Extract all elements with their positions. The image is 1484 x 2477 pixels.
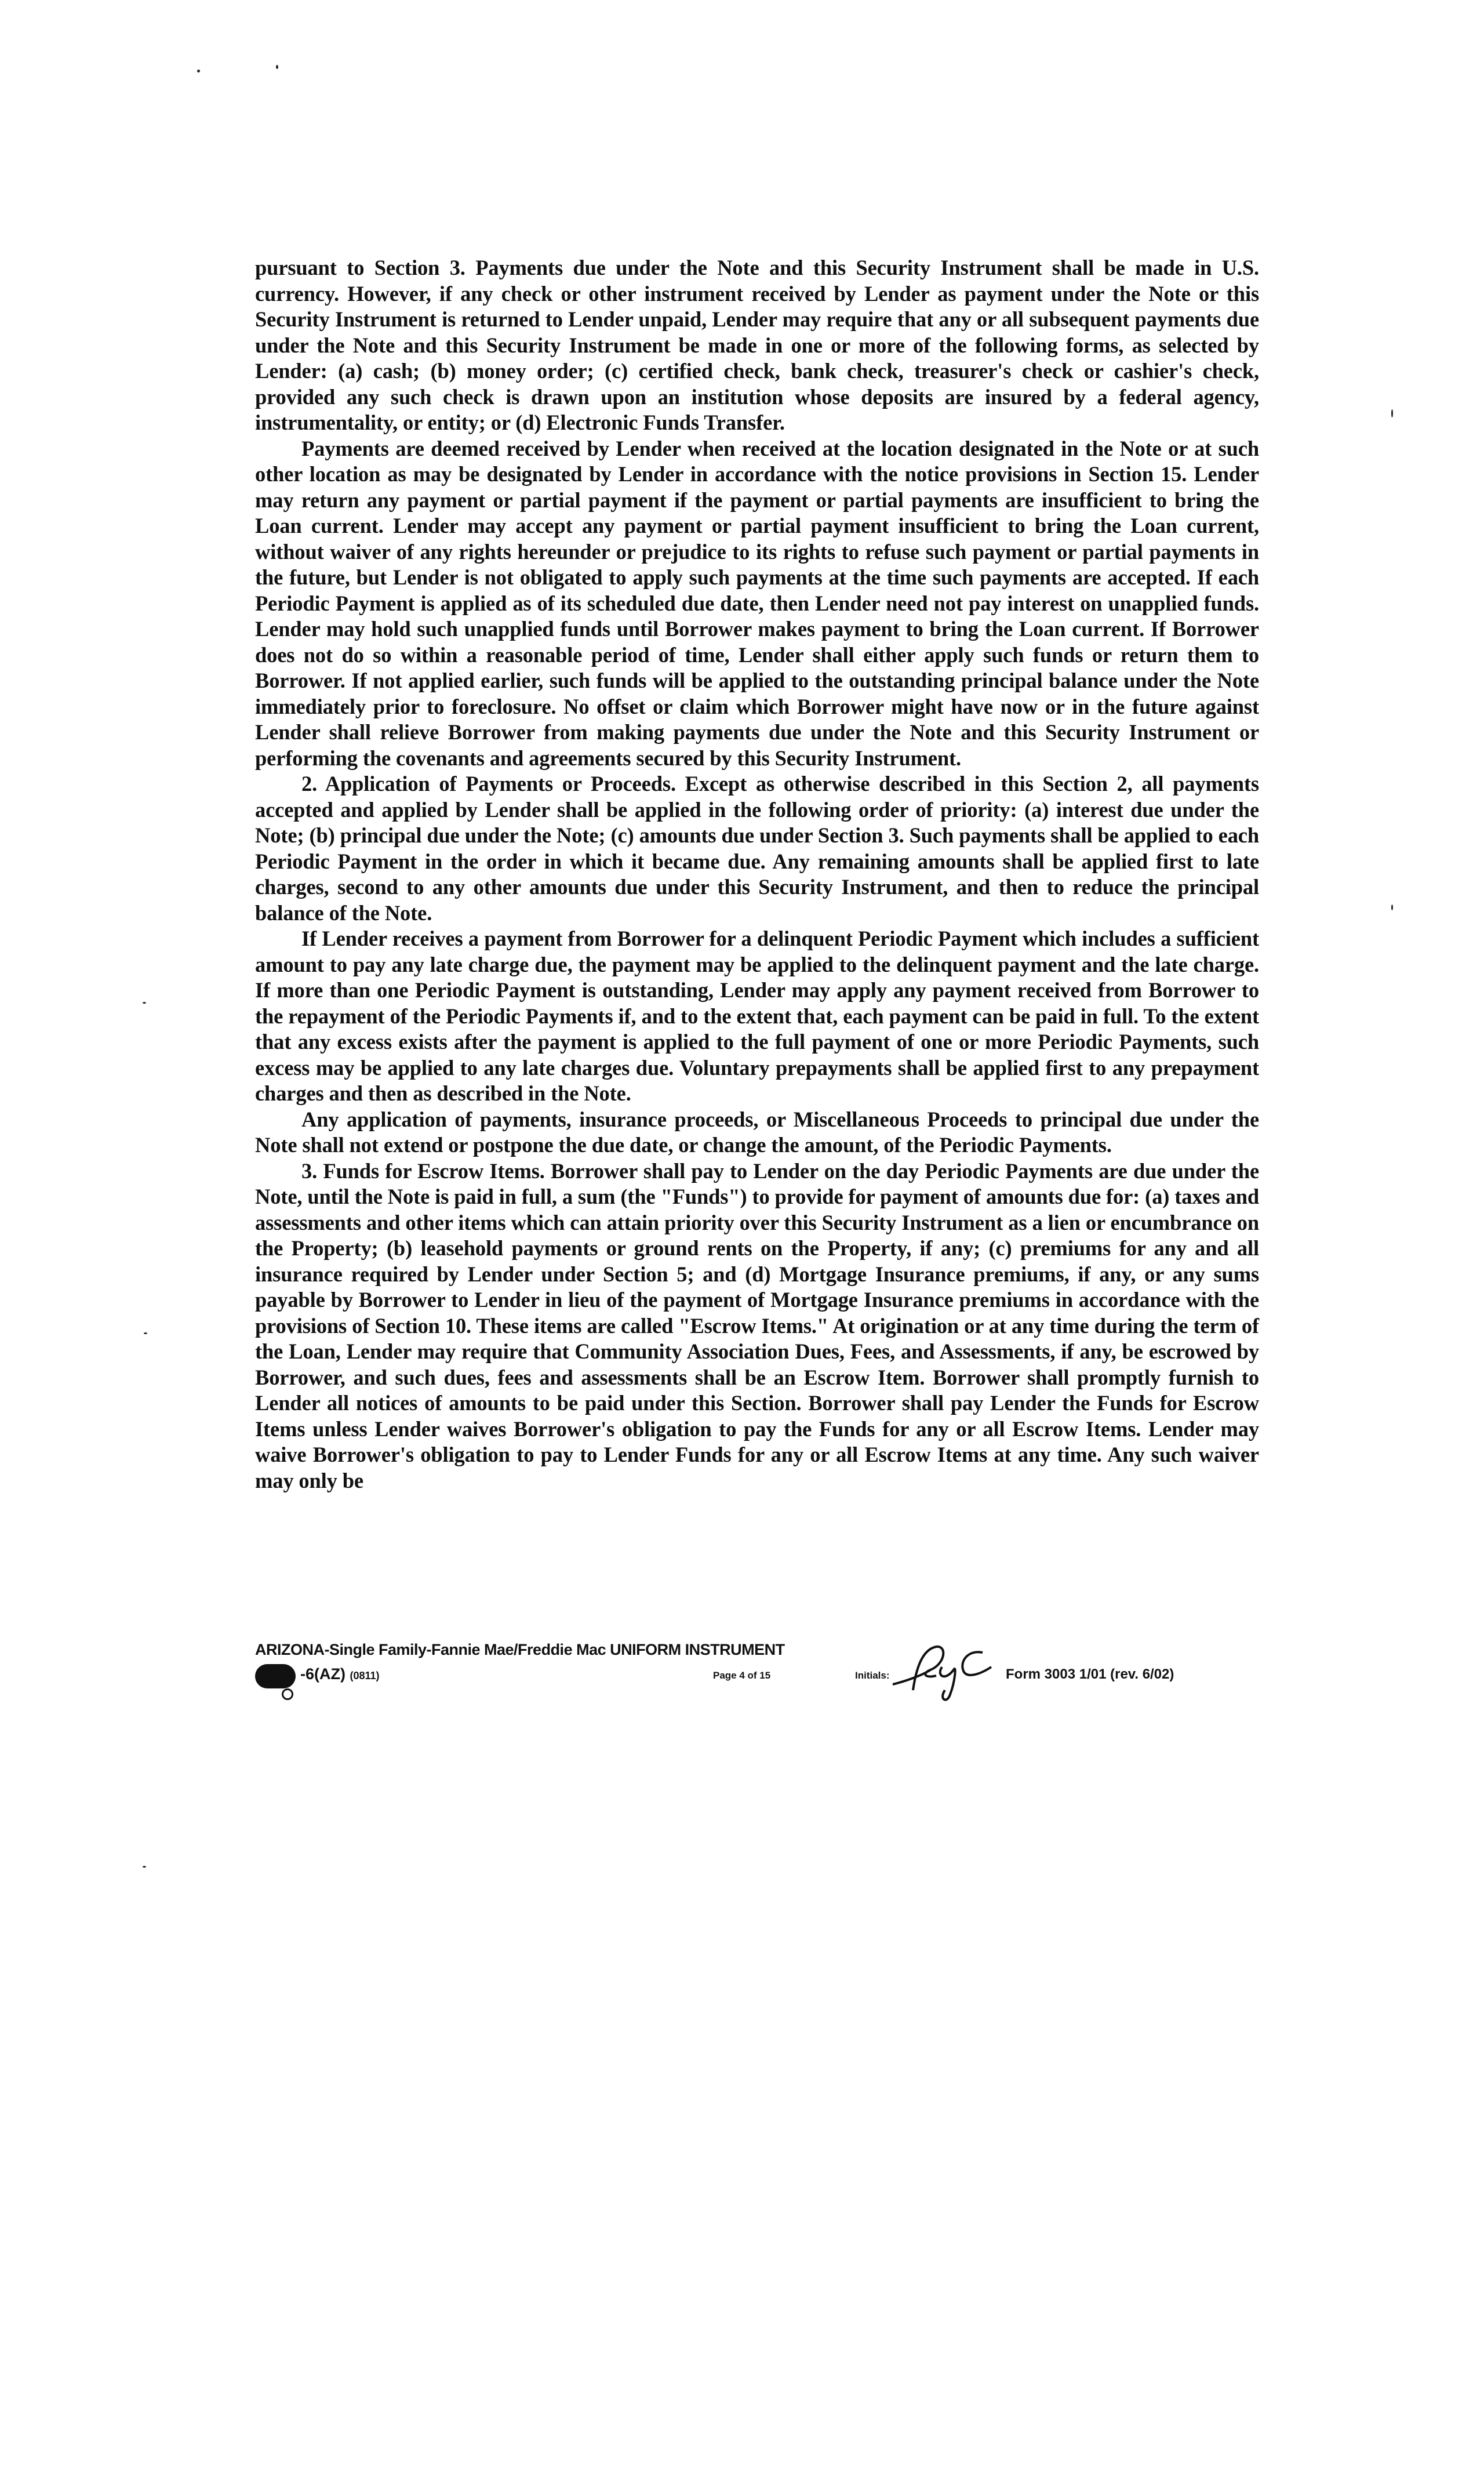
form-footer — [255, 1641, 1304, 1710]
paragraph-section-2 — [255, 771, 1259, 926]
form-number: Form 3003 1/01 (rev. 6/02) — [1006, 1666, 1174, 1682]
paragraph-text: Any application of payments, insurance proceeds, or Miscellaneous Proceeds to principal due under the Note shall not extend or postpone the due date, or change the amount, of the Periodic Payments. — [255, 1107, 1259, 1157]
paragraph-section-3 — [255, 1158, 1259, 1494]
scan-speck — [197, 70, 200, 72]
initials-signature — [881, 1635, 997, 1705]
vmp-logo-icon — [255, 1664, 296, 1688]
scan-speck — [144, 1332, 147, 1334]
page-number: Page 4 of 15 — [713, 1670, 771, 1681]
scan-speck — [276, 65, 278, 69]
registered-mark-icon — [282, 1688, 293, 1700]
initials-label: Initials: — [855, 1670, 890, 1681]
paragraph-text: Payments are deemed received by Lender when received at the location designated in the Note or at such other location as may be designated by Lender in accordance with the notice provisions in Section 15. Lender may return any payment or partial payment if the payment or partial payments are insufficient to bring the Loan current. Lender may accept any payment or partial payment insufficient to bring the Loan current, without waiver of any rights hereunder or prejudice to its rights to refuse such payment or partial payments in the future, but Lender is not obligated to apply such payments at the time such payments are accepted. If each Periodic Payment is applied as of its scheduled due date, then Lender need not pay interest on unapplied funds. Lender may hold such unapplied funds until Borrower makes payment to bring the Loan current. If Borrower does not do so within a reasonable period of time, Lender shall either apply such funds or return them to Borrower. If not applied earlier, such funds will be applied to the outstanding principal balance under the Note immediately prior to foreclosure. No offset or claim which Borrower might have now or in the future against Lender shall relieve Borrower from making payments due under the Note and this Security Instrument or performing the covenants and agreements secured by this Security Instrument. — [255, 436, 1259, 770]
document-body — [255, 255, 1259, 1494]
scan-speck — [143, 1866, 146, 1868]
paragraph-application-of-payments — [255, 1107, 1259, 1158]
paragraph-payments-received — [255, 436, 1259, 772]
scan-speck — [143, 1002, 146, 1004]
paragraph-payments-currency — [255, 255, 1259, 436]
paragraph-text: Borrower shall pay to Lender on the day Periodic Payments are due under the Note, until the Note is paid in full, a sum (the "Funds") to provide for payment of amounts due for: (a) taxes and assessments and other items which can attain priority over this Security Instrument as a lien or encumbrance on the Property; (b) leasehold payments or ground rents on the Property, if any; (c) premiums for any and all insurance required by Lender under Section 5; and (d) Mortgage Insurance premiums, if any, or any sums payable by Borrower to Lender in lieu of the payment of Mortgage Insurance premiums in accordance with the provisions of Section 10. These items are called "Escrow Items." At origination or at any time during the term of the Loan, Lender may require that Community Association Dues, Fees, and Assessments, if any, be escrowed by Borrower, and such dues, fees and assessments shall be an Escrow Item. Borrower shall promptly furnish to Lender all notices of amounts to be paid under this Section. Borrower shall pay Lender the Funds for Escrow Items unless Lender waives Borrower's obligation to pay the Funds for any or all Escrow Items. Lender may waive Borrower's obligation to pay to Lender Funds for any or all Escrow Items at any time. Any such waiver may only be — [255, 1158, 1260, 1492]
scan-speck — [1391, 409, 1393, 417]
paragraph-text: If Lender receives a payment from Borrower for a delinquent Periodic Payment which includes a sufficient amount to pay any late charge due, the payment may be applied to the delinquent payment and the late charge. If more than one Periodic Payment is outstanding, Lender may apply any payment received from Borrower to the repayment of the Periodic Payments if, and to the extent that, each payment can be paid in full. To the extent that any excess exists after the payment is applied to the full payment of one or more Periodic Payments, such excess may be applied to any late charges due. Voluntary prepayments shall be applied first to any prepayment charges and then as described in the Note. — [255, 927, 1259, 1105]
paragraph-delinquent-payment — [255, 926, 1259, 1107]
form-code — [300, 1665, 380, 1683]
form-title: ARIZONA-Single Family-Fannie Mae/Freddie Mac UNIFORM INSTRUMENT — [255, 1641, 785, 1658]
form-code-text: -6(AZ) — [300, 1665, 345, 1683]
section-heading: 2. Application of Payments or Proceeds. — [301, 772, 676, 796]
section-heading: 3. Funds for Escrow Items. — [301, 1158, 545, 1183]
paragraph-text: Except as otherwise described in this Section 2, all payments accepted and applied by Lender shall be applied in the following order of priority: (a) interest due under the Note; (b) principal due under the Note; (c) amounts due under Section 3. Such payments shall be applied to each Periodic Payment in the order in which it became due. Any remaining amounts shall be applied first to late charges, second to any other amounts due under this Security Instrument, and then to reduce the principal balance of the Note. — [255, 772, 1259, 925]
paragraph-text: pursuant to Section 3. Payments due under the Note and this Security Instrument shall be made in U.S. currency. However, if any check or other instrument received by Lender as payment under the Note or this Security Instrument is returned to Lender unpaid, Lender may require that any or all subsequent payments due under the Note and this Security Instrument be made in one or more of the following forms, as selected by Lender: (a) cash; (b) money order; (c) certified check, bank check, treasurer's check or cashier's check, provided any such check is drawn upon an institution whose deposits are insured by a federal agency, instrumentality, or entity; or (d) Electronic Funds Transfer. — [255, 256, 1259, 434]
form-code-version: (0811) — [350, 1670, 380, 1681]
scan-speck — [1391, 905, 1393, 910]
